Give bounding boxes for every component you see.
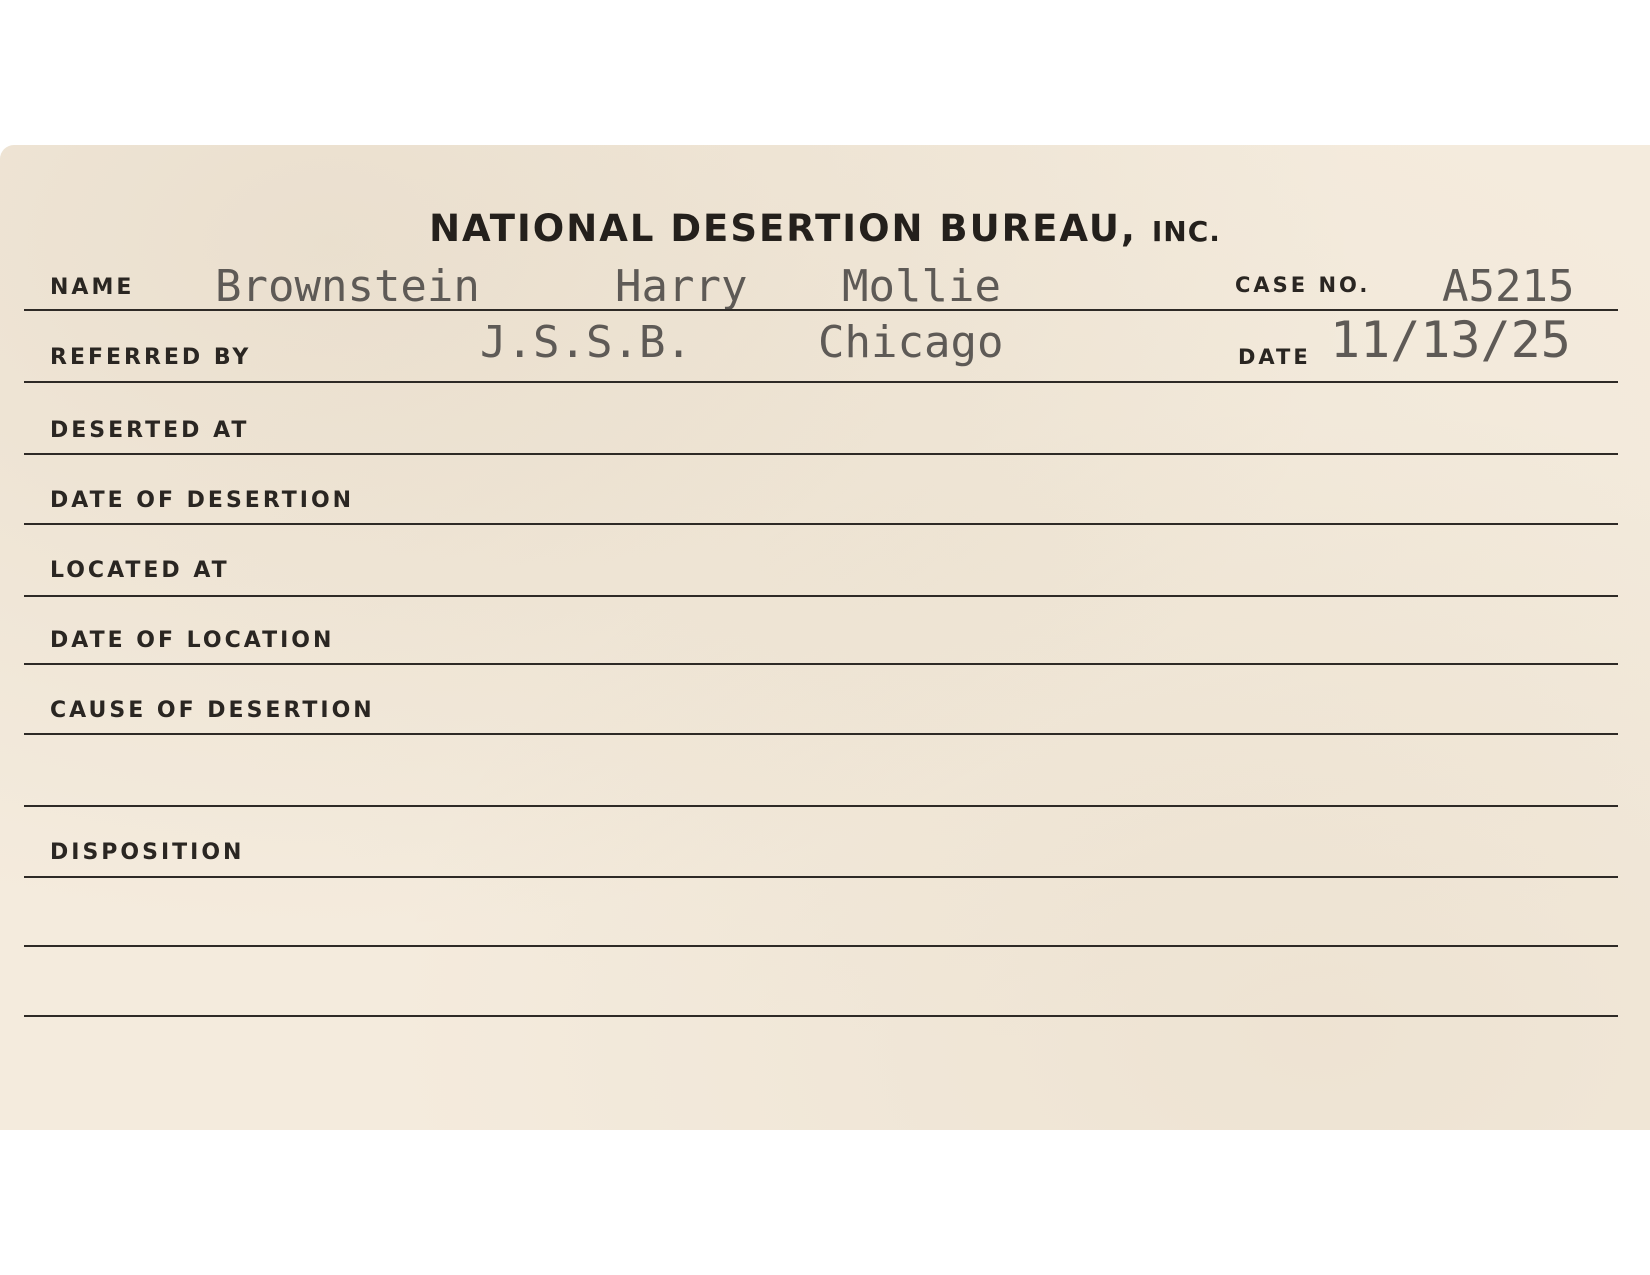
disposition-rule-3 [24,1015,1618,1017]
disposition-label: DISPOSITION [50,840,245,865]
referred-by-value: J.S.S.B. [480,317,692,368]
cause-of-desertion-label: CAUSE OF DESERTION [50,698,375,723]
form-title [0,207,1650,250]
disposition-rule-1 [24,876,1618,878]
date-value: 11/13/25 [1330,311,1571,369]
referred-by-label: REFERRED BY [50,345,252,370]
case-no-label: CASE NO. [1235,273,1371,297]
form-title-suffix: INC. [1151,215,1221,248]
date-of-desertion-rule [24,523,1618,525]
cause-rule-2 [24,805,1618,807]
date-of-location-rule [24,663,1618,665]
name-wife: Mollie [842,261,1001,312]
record-card [0,145,1650,1130]
disposition-rule-2 [24,945,1618,947]
case-no-value: A5215 [1442,261,1575,312]
date-label: DATE [1238,345,1311,369]
form-title-main: NATIONAL DESERTION BUREAU, [429,207,1137,250]
name-label: NAME [50,275,135,300]
located-at-label: LOCATED AT [50,558,230,583]
located-at-rule [24,595,1618,597]
date-of-desertion-label: DATE OF DESERTION [50,488,355,513]
referred-rule [24,381,1618,383]
date-of-location-label: DATE OF LOCATION [50,628,335,653]
cause-rule-1 [24,733,1618,735]
deserted-at-label: DESERTED AT [50,418,250,443]
deserted-at-rule [24,453,1618,455]
referred-city-value: Chicago [818,317,1004,368]
name-husband: Harry [615,261,748,312]
name-surname: Brownstein [215,261,480,312]
